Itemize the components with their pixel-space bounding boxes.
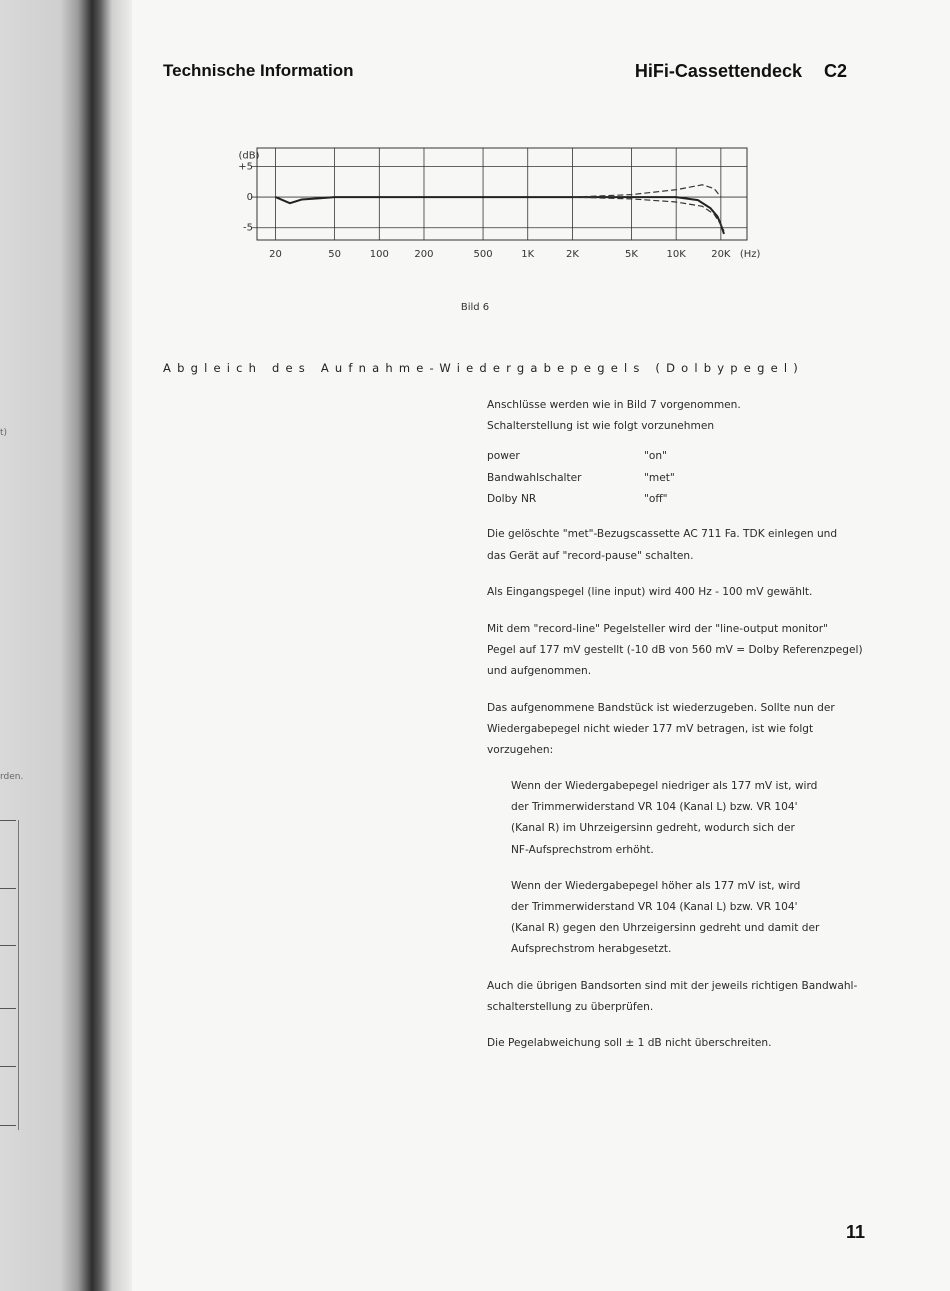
x-tick-label: 100	[369, 249, 389, 260]
paragraph-line: vorzugehen:	[487, 744, 554, 756]
y-axis-label: (dB)	[238, 150, 260, 162]
setting-name: power	[487, 450, 520, 462]
x-tick-label: 10K	[666, 249, 686, 260]
x-tick-label: 500	[473, 249, 493, 260]
paragraph-line: Pegel auf 177 mV gestellt (-10 dB von 560 mV = Dolby Referenzpegel)	[487, 644, 863, 656]
y-tick-label: 0	[246, 192, 253, 204]
x-tick-label: 20	[269, 249, 282, 260]
paragraph-line: Die Pegelabweichung soll ± 1 dB nicht überschreiten.	[487, 1037, 772, 1049]
setting-value: "off"	[644, 493, 668, 505]
x-tick-label: 50	[328, 249, 341, 260]
paragraph-line: Das aufgenommene Bandstück ist wiederzugeben. Sollte nun der	[487, 702, 835, 714]
paragraph-line: Wenn der Wiedergabepegel höher als 177 mV ist, wird	[511, 880, 801, 892]
figure-caption: Bild 6	[460, 302, 490, 313]
header-title: Technische Information	[163, 61, 354, 80]
setting-value: "on"	[644, 450, 667, 462]
frequency-response-chart	[230, 122, 790, 272]
paragraph-line: NF-Aufsprechstrom erhöht.	[511, 844, 654, 856]
model-name: C2	[823, 61, 847, 81]
page-number: 11	[845, 1222, 865, 1242]
product-name: HiFi-Cassettendeck	[634, 61, 802, 81]
margin-fragment: rden.	[0, 772, 24, 782]
chart-lines	[276, 185, 725, 234]
paragraph-line: Auch die übrigen Bandsorten sind mit der jeweils richtigen Bandwahl-	[487, 980, 858, 992]
book-spine-shadow	[0, 0, 132, 1291]
setting-name: Dolby NR	[487, 493, 537, 505]
x-unit-label: (Hz)	[739, 249, 761, 260]
chart-ticks	[238, 150, 760, 260]
section-title: Abgleich des Aufnahme-Wiedergabepegels (Dolbypegel)	[163, 361, 804, 375]
x-tick-label: 200	[414, 249, 434, 260]
intro-line: Schalterstellung ist wie folgt vorzunehmen	[487, 420, 715, 432]
setting-value: "met"	[644, 472, 675, 484]
series-line-dashed-upper	[572, 185, 721, 197]
chart-grid	[251, 148, 747, 240]
paragraph-line: (Kanal R) gegen den Uhrzeigersinn gedreht und damit der	[511, 922, 820, 934]
paragraph-line: schalterstellung zu überprüfen.	[487, 1001, 654, 1013]
y-tick-label: +5	[238, 161, 253, 173]
paragraph-line: Mit dem "record-line" Pegelsteller wird der "line-output monitor"	[487, 623, 828, 635]
intro-line: Anschlüsse werden wie in Bild 7 vorgenommen.	[487, 399, 741, 411]
paragraph-line: und aufgenommen.	[487, 665, 592, 677]
series-line-solid	[276, 197, 725, 234]
facing-page-bleed	[0, 820, 19, 1130]
paragraph-line: Wiedergabepegel nicht wieder 177 mV betragen, ist wie folgt	[487, 723, 814, 735]
paragraph-line: (Kanal R) im Uhrzeigersinn gedreht, wodurch sich der	[511, 822, 795, 834]
paragraph-line: Wenn der Wiedergabepegel niedriger als 177 mV ist, wird	[511, 780, 818, 792]
margin-fragment: t)	[0, 428, 8, 438]
paragraph-line: der Trimmerwiderstand VR 104 (Kanal L) bzw. VR 104'	[511, 901, 798, 913]
chart-frame	[257, 148, 747, 240]
x-tick-label: 20K	[711, 249, 731, 260]
paragraph-line: der Trimmerwiderstand VR 104 (Kanal L) bzw. VR 104'	[511, 801, 798, 813]
paragraph-line: das Gerät auf "record-pause" schalten.	[487, 550, 694, 562]
header-product	[635, 61, 847, 82]
x-tick-label: 1K	[521, 249, 535, 260]
setting-name: Bandwahlschalter	[487, 472, 582, 484]
x-tick-label: 5K	[625, 249, 638, 260]
y-tick-label: -5	[243, 222, 253, 234]
paragraph-line: Aufsprechstrom herabgesetzt.	[511, 943, 672, 955]
paragraph-line: Als Eingangspegel (line input) wird 400 Hz - 100 mV gewählt.	[487, 586, 813, 598]
x-tick-label: 2K	[565, 249, 579, 260]
paragraph-line: Die gelöschte "met"-Bezugscassette AC 711 Fa. TDK einlegen und	[487, 528, 838, 540]
